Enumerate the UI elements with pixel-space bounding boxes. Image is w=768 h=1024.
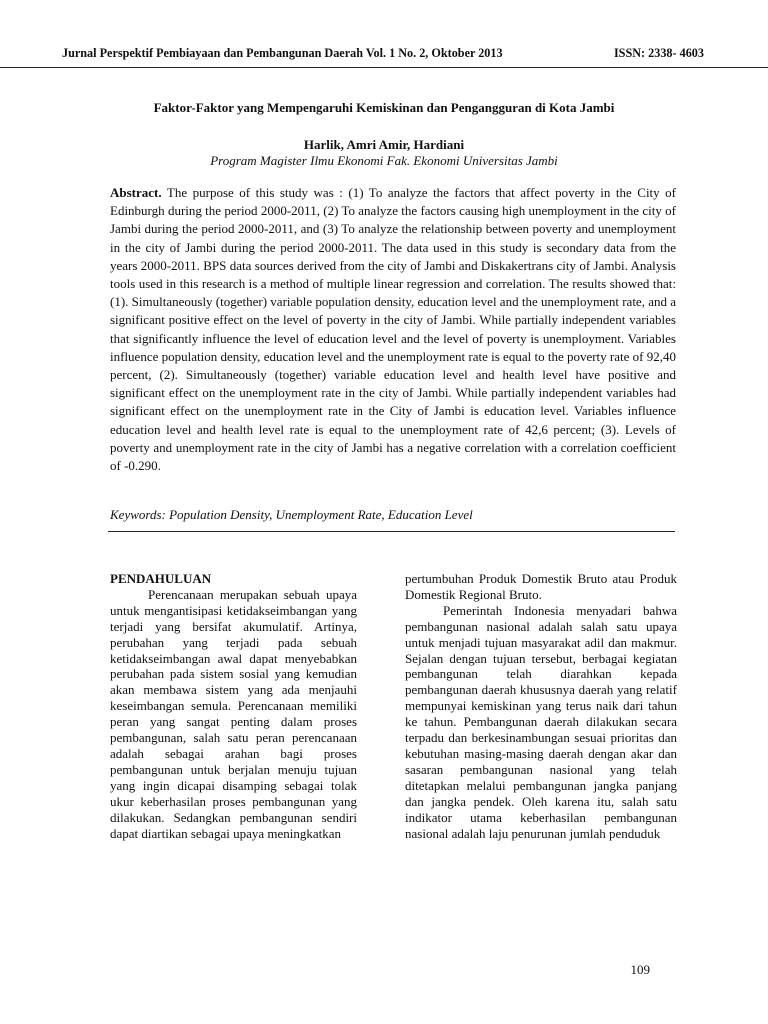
- journal-name: Jurnal Perspektif Pembiayaan dan Pembangunan Daerah Vol. 1 No. 2, Oktober 2013: [62, 46, 503, 60]
- abstract: [110, 184, 676, 475]
- authors: Harlik, Amri Amir, Hardiani: [303, 137, 465, 152]
- abstract-text: The purpose of this study was : (1) To analyze the factors that affect poverty in the City of Edinburgh during the period 2000-2011, (2) To analyze the factors causing high unemployment in the city of Jambi during the period 2000-2011, and (3) To analyze the relationship between poverty and unemployment in the city of Jambi during the period 2000-2011. The data used in this study is secondary data from the years 2000-2011. BPS data sources derived from the city of Jambi and Diskakertrans city of Jambi. Analysis tools used in this research is a method of multiple linear regression and correlation. The results showed that: (1). Simultaneously (together) variable population density, education level and the unemployment rate, and a significant positive effect on the level of poverty in the city of Jambi. While partially independent variables that significantly influence the level of education level and the level of poverty is unemployment. Variables influence population density, education level and the unemployment rate is equal to the poverty rate of 92,40 percent, (2). Simultaneously (together) variable education level and health level have positive and significant effect on the unemployment rate in the city of Jambi. While partially independent variables had significant effect on the unemployment rate in the City of Jambi is education level. Variables influence education level and health level rate is equal to the unemployment rate of 42,6 percent; (3). Levels of poverty and unemployment rate in the city of Jambi has a negative correlation with a correlation coefficient of -0.290.: [110, 185, 676, 474]
- paper-title: Faktor-Faktor yang Mempengaruhi Kemiskinan dan Pengangguran di Kota Jambi: [153, 100, 615, 115]
- affiliation: Program Magister Ilmu Ekonomi Fak. Ekonomi Universitas Jambi: [210, 153, 558, 168]
- issn: ISSN: 2338- 4603: [613, 46, 704, 60]
- keywords: Keywords: Population Density, Unemployment Rate, Education Level: [110, 507, 473, 522]
- paragraph: Pemerintah Indonesia menyadari bahwa pembangunan nasional adalah salah satu upaya untuk menjadi tujuan masyarakat adil dan makmur. Sejalan dengan tujuan tersebut, berbagai kegiatan pembangunan telah diarahkan kepada pembangunan daerah khususnya daerah yang relatif mempunyai kemiskinan yang terus naik dari tahun ke tahun. Pembangunan daerah dilakukan secara terpadu dan berkesinambungan sesuai prioritas dan kebutuhan masing-masing daerah dengan akar dan sasaran pembangunan nasional yang telah ditetapkan melalui pembangunan jangka panjang dan jangka pendek. Oleh karena itu, salah satu indikator utama keberhasilan pembangunan nasional adalah laju penurunan jumlah penduduk: [405, 602, 677, 841]
- abstract-label: Abstract.: [110, 185, 162, 200]
- abstract-rule: [108, 531, 675, 532]
- section-heading: PENDAHULUAN: [110, 571, 212, 586]
- header-rule: [0, 67, 768, 68]
- page-number: 109: [630, 962, 650, 977]
- paragraph: pertumbuhan Produk Domestik Bruto atau Produk Domestik Regional Bruto.: [405, 571, 677, 602]
- body-column-right: [405, 571, 677, 841]
- paragraph: Perencanaan merupakan sebuah upaya untuk mengantisipasi ketidakseimbangan yang terjadi yang bersifat akumulatif. Artinya, perubahan yang terjadi pada sebuah ketidakseimbangan awal dapat menyebabkan perubahan pada sistem sosial yang kemudian akan membawa sistem yang ada menjauhi keseimbangan semula. Perencanaan memiliki peran yang sangat penting dalam proses pembangunan, salah satu peran perencanaan adalah sebagai arahan bagi proses pembangunan untuk berjalan menuju tujuan yang ingin dicapai disamping sebagai tolak ukur keberhasilan proses pembangunan yang dilakukan. Sedangkan pembangunan sendiri dapat diartikan sebagai upaya meningkatkan: [110, 586, 357, 841]
- body-column-left: [110, 571, 357, 841]
